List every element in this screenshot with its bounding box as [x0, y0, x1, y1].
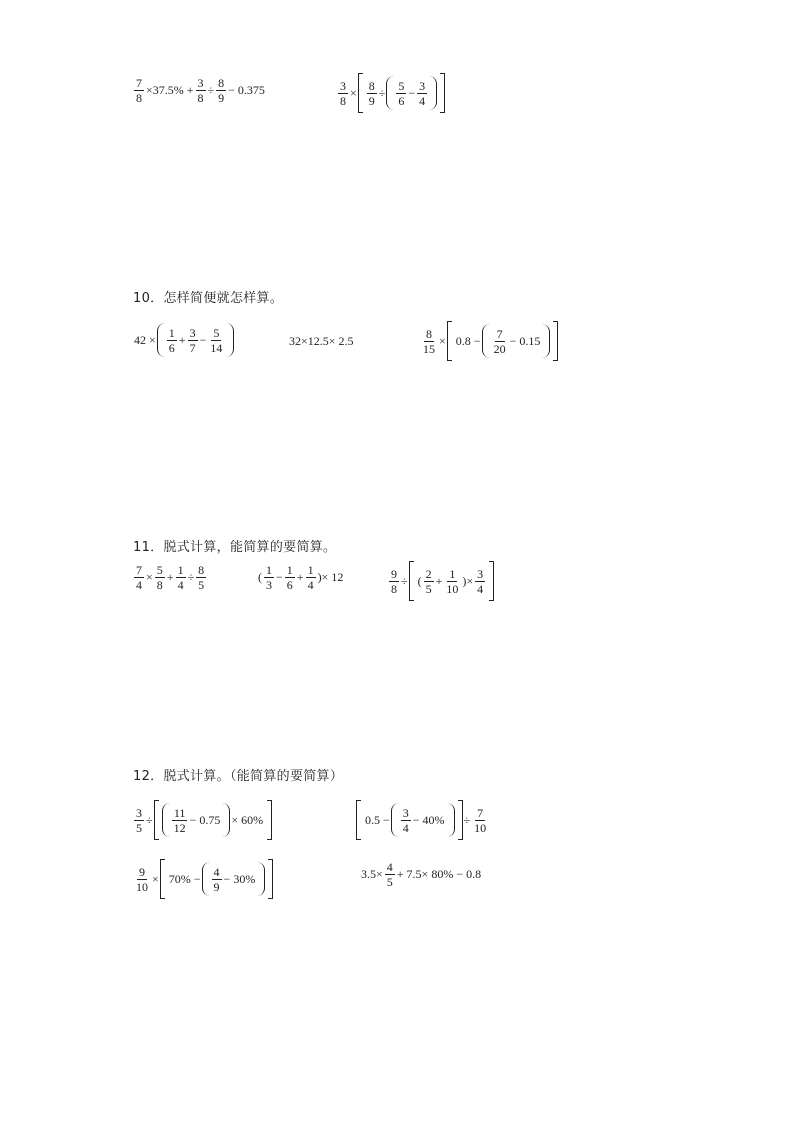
q10-expression-2: 32×12.5× 2.5	[289, 334, 354, 348]
fraction: $\frac{3}{4}$	[419, 78, 426, 108]
q12-expression-1: $\frac{3}{5}$ ÷ $\frac{11}{12}$ − 0.75 × 60%	[133, 800, 272, 840]
left-bracket	[409, 561, 414, 601]
fraction: $\frac{1}{6}$	[286, 563, 293, 592]
right-bracket	[268, 859, 273, 899]
left-paren	[157, 323, 165, 357]
right-paren	[542, 324, 550, 358]
question-10-heading: 10．怎样简便就怎样算。	[133, 291, 284, 306]
fraction: $\frac{8}{5}$	[198, 563, 205, 592]
fraction: $\frac{1}{3}$	[266, 563, 272, 592]
left-paren	[386, 76, 394, 110]
left-bracket	[160, 859, 165, 899]
left-paren	[202, 862, 210, 896]
fraction: $\frac{3}{8}$	[340, 78, 346, 108]
fraction: $\frac{8}{15}$	[423, 326, 435, 356]
q11-expression-3: $\frac{9}{8}$ ÷ ( $\frac{2}{5}$ + $\frac{1}{10}$ )× $\frac{3}{4}$	[388, 561, 494, 601]
fraction: $\frac{1}{10}$	[446, 566, 459, 596]
fraction: $\frac{5}{8}$	[156, 563, 163, 592]
question-11-heading: 11．脱式计算，能简算的要简算。	[133, 540, 337, 555]
right-bracket	[553, 321, 558, 361]
fraction: $\frac{9}{8}$	[391, 566, 397, 596]
left-bracket	[154, 800, 159, 840]
right-paren	[447, 803, 455, 837]
fraction: $\frac{7}{10}$	[474, 805, 487, 835]
question-12-heading: 12．脱式计算。（能简算的要简算）	[133, 769, 344, 784]
right-paren	[226, 323, 234, 357]
right-bracket	[440, 73, 445, 113]
fraction: $\frac{3}{7}$	[189, 325, 196, 355]
fraction: $\frac{4}{5}$	[386, 860, 393, 889]
q11-expression-2: ( $\frac{1}{3}$ − $\frac{1}{6}$ + $\frac{1}{4}$ )× 12	[258, 563, 344, 592]
q12-expression-4: 3.5× $\frac{4}{5}$ + 7.5× 80% − 0.8	[361, 860, 482, 889]
fraction: $\frac{3}{8}$	[197, 76, 204, 105]
fraction: $\frac{9}{10}$	[136, 864, 148, 894]
left-paren	[391, 803, 399, 837]
fraction: $\frac{11}{12}$	[173, 805, 186, 835]
left-paren	[162, 803, 170, 837]
left-bracket	[447, 321, 452, 361]
fraction: $\frac{1}{4}$	[307, 563, 314, 592]
fraction: $\frac{5}{6}$	[398, 78, 405, 108]
q11-expression-1: $\frac{7}{4}$ × $\frac{5}{8}$ + $\frac{1}{4}$ ÷ $\frac{8}{5}$	[136, 563, 205, 592]
fraction: $\frac{4}{9}$	[213, 864, 220, 894]
fraction: $\frac{3}{4}$	[477, 566, 484, 596]
fraction: $\frac{2}{5}$	[425, 566, 432, 596]
fraction: $\frac{8}{9}$	[368, 78, 375, 108]
left-paren	[482, 324, 490, 358]
right-bracket	[489, 561, 494, 601]
right-bracket	[267, 800, 272, 840]
q9-expression-2: $\frac{3}{8}$ × $\frac{8}{9}$ ÷ $\frac{5}{6}$ − $\frac{3}{4}$	[337, 73, 445, 113]
q10-expression-3: $\frac{8}{15}$ × 0.8 − $\frac{7}{20}$ − 0.15	[420, 321, 558, 361]
right-paren	[429, 76, 437, 110]
fraction: $\frac{7}{4}$	[136, 563, 142, 592]
fraction: $\frac{1}{4}$	[177, 563, 184, 592]
fraction: $\frac{7}{8}$	[136, 76, 142, 105]
fraction: $\frac{7}{20}$	[493, 326, 506, 356]
fraction: $\frac{8}{9}$	[218, 76, 225, 105]
fraction: $\frac{5}{14}$	[210, 325, 223, 355]
q10-expression-1: 42 × $\frac{1}{6}$ + $\frac{3}{7}$ − $\frac{5}{14}$	[133, 323, 234, 357]
right-paren	[257, 862, 265, 896]
left-bracket	[358, 73, 363, 113]
q12-expression-2: 0.5 − $\frac{3}{4}$ − 40% ÷ $\frac{7}{10}$	[356, 800, 489, 840]
q9-expression-1: $\frac{7}{8}$ ×37.5% + $\frac{3}{8}$ ÷ $\frac{8}{9}$ − 0.375	[136, 76, 265, 105]
q12-expression-3: $\frac{9}{10}$ × 70% − $\frac{4}{9}$ − 30%	[133, 859, 273, 899]
fraction: $\frac{3}{4}$	[402, 805, 409, 835]
fraction: $\frac{1}{6}$	[168, 325, 175, 355]
right-paren	[222, 803, 230, 837]
fraction: $\frac{3}{5}$	[136, 805, 142, 835]
left-bracket	[356, 800, 361, 840]
